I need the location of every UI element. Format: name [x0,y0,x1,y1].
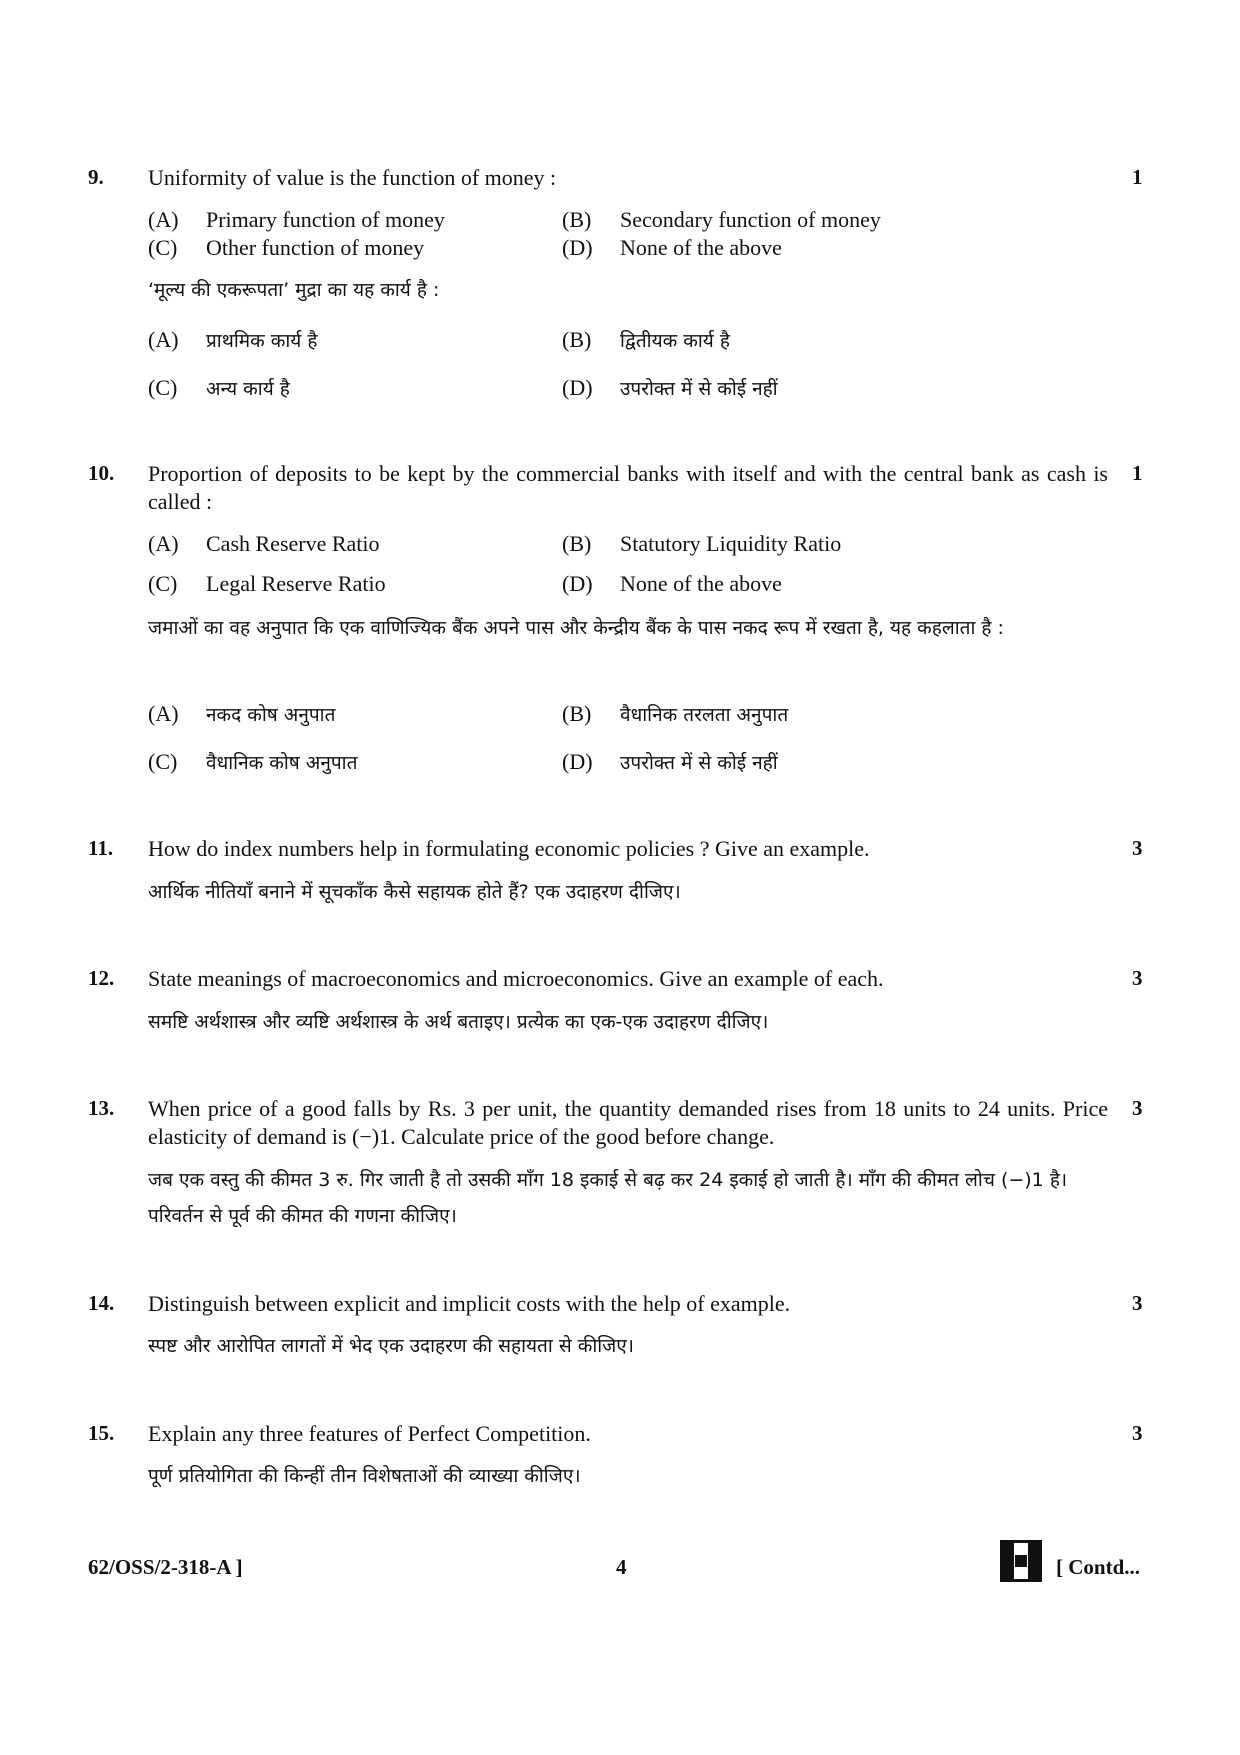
question-marks: 3 [1132,1291,1143,1315]
question-text-hi: पूर्ण प्रतियोगिता की किन्हीं तीन विशेषताओं की व्याख्या कीजिए। [148,1465,581,1487]
option-d-en: (D) None of the above [562,235,782,260]
question-text-hi: आर्थिक नीतियाँ बनाने में सूचकाँक कैसे सहायक होते हैं? एक उदाहरण दीजिए। [148,881,681,903]
question-number: 10. [88,461,115,485]
question-number: 13. [88,1096,115,1120]
option-c-hi: (C) अन्य कार्य है [148,375,290,400]
question-number: 9. [88,165,104,189]
option-b-en: (B) Secondary function of money [562,207,881,232]
question-text-hi: जब एक वस्तु की कीमत 3 रु. गिर जाती है तो उसकी माँग 18 इकाई से बढ़ कर 24 इकाई हो जाती है। माँग की कीमत लोच (−)1 है। परिवर्तन से पूर्व की कीमत की गणना कीजिए। [148,1169,1068,1227]
question-text-en: How do index numbers help in formulating economic policies ? Give an example. [148,836,870,861]
question-marks: 1 [1132,165,1143,189]
question-number: 11. [88,836,114,860]
question-text-hi: स्पष्ट और आरोपित लागतों में भेद एक उदाहरण की सहायता से कीजिए। [148,1335,634,1357]
question-number: 14. [88,1291,115,1315]
option-d-hi: (D) उपरोक्त में से कोई नहीं [562,375,778,400]
question-number: 15. [88,1421,115,1445]
question-text-en: State meanings of macroeconomics and microeconomics. Give an example of each. [148,966,884,991]
option-c-hi: (C) वैधानिक कोष अनुपात [148,749,358,774]
option-c-en: (C) Other function of money [148,235,425,260]
option-a-en: (A) Cash Reserve Ratio [148,531,380,556]
option-b-hi: (B) वैधानिक तरलता अनुपात [562,701,789,726]
question-number: 12. [88,966,115,990]
question-text-hi: ‘मूल्य की एकरूपता’ मुद्रा का यह कार्य है : [148,279,440,301]
question-marks: 3 [1132,1096,1143,1120]
contd-label: [ Contd... [1056,1555,1141,1579]
question-text-en: Proportion of deposits to be kept by the commercial banks with itself and with the central bank as cash is called : [148,461,1108,514]
question-text-en: Distinguish between explicit and implicit costs with the help of example. [148,1291,791,1316]
paper-code: 62/OSS/2-318-A ] [88,1555,243,1579]
question-marks: 3 [1132,1421,1143,1445]
option-b-en: (B) Statutory Liquidity Ratio [562,531,842,556]
question-text-hi: समष्टि अर्थशास्त्र और व्यष्टि अर्थशास्त्र के अर्थ बताइए। प्रत्येक का एक-एक उदाहरण दीजिए। [148,1011,769,1033]
question-text-en: Uniformity of value is the function of money : [148,165,557,190]
question-marks: 1 [1132,461,1143,485]
page-number: 4 [616,1555,627,1579]
question-text-en: Explain any three features of Perfect Competition. [148,1421,591,1446]
question-marks: 3 [1132,836,1143,860]
option-d-hi: (D) उपरोक्त में से कोई नहीं [562,749,778,774]
question-text-hi: जमाओं का वह अनुपात कि एक वाणिज्यिक बैंक अपने पास और केन्द्रीय बैंक के पास नकद रूप में रखता है, यह कहलाता है : [148,617,1004,639]
qr-code-icon [1000,1540,1042,1582]
option-a-en: (A) Primary function of money [148,207,445,232]
question-text-en: When price of a good falls by Rs. 3 per unit, the quantity demanded rises from 18 units to 24 units. Price elasticity of demand is (−)1. Calculate price of the good before change. [148,1096,1108,1149]
option-a-hi: (A) नकद कोष अनुपात [148,701,336,726]
option-b-hi: (B) द्वितीयक कार्य है [562,327,730,352]
option-a-hi: (A) प्राथमिक कार्य है [148,327,318,352]
option-c-en: (C) Legal Reserve Ratio [148,571,386,596]
question-marks: 3 [1132,966,1143,990]
option-d-en: (D) None of the above [562,571,782,596]
